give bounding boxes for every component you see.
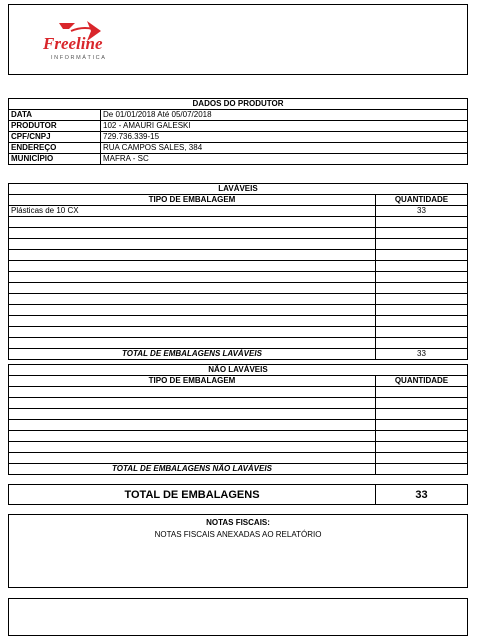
field-label: MUNICÍPIO <box>9 154 101 165</box>
table-row <box>9 239 468 250</box>
tipo-cell <box>9 387 376 398</box>
tipo-cell <box>9 316 376 327</box>
produtor-row <box>9 110 468 121</box>
total-label: TOTAL DE EMBALAGENS NÃO LAVÁVEIS <box>9 464 376 475</box>
field-label: PRODUTOR <box>9 121 101 132</box>
table-row <box>9 431 468 442</box>
col-tipo-header: TIPO DE EMBALAGEM <box>9 195 376 206</box>
nao-lavaveis-section <box>8 364 468 475</box>
table-row <box>9 228 468 239</box>
field-value: RUA CAMPOS SALES, 384 <box>101 143 468 154</box>
table-row <box>9 294 468 305</box>
field-label: ENDEREÇO <box>9 143 101 154</box>
produtor-table <box>8 98 468 165</box>
footer-box <box>8 598 468 636</box>
lavaveis-title: LAVÁVEIS <box>9 184 468 195</box>
tipo-cell <box>9 228 376 239</box>
tipo-cell <box>9 453 376 464</box>
header-box <box>8 4 468 75</box>
tipo-cell <box>9 272 376 283</box>
col-qtd-header: QUANTIDADE <box>375 195 467 206</box>
produtor-title: DADOS DO PRODUTOR <box>9 99 468 110</box>
field-value: De 01/01/2018 Até 05/07/2018 <box>101 110 468 121</box>
qtd-cell <box>375 250 467 261</box>
qtd-cell <box>375 283 467 294</box>
table-row <box>9 327 468 338</box>
table-row <box>9 305 468 316</box>
qtd-cell <box>375 327 467 338</box>
qtd-cell <box>375 228 467 239</box>
tipo-cell <box>9 250 376 261</box>
tipo-cell <box>9 305 376 316</box>
table-row <box>9 217 468 228</box>
produtor-section <box>8 98 468 165</box>
table-row <box>9 283 468 294</box>
tipo-cell <box>9 239 376 250</box>
table-row <box>9 206 468 217</box>
total-label: TOTAL DE EMBALAGENS LAVÁVEIS <box>9 349 376 360</box>
qtd-cell <box>375 338 467 349</box>
qtd-cell <box>375 261 467 272</box>
total-value <box>375 464 467 475</box>
qtd-cell <box>375 272 467 283</box>
field-value: MAFRA - SC <box>101 154 468 165</box>
qtd-cell <box>375 453 467 464</box>
qtd-cell <box>375 387 467 398</box>
qtd-cell <box>375 442 467 453</box>
grand-total-label: TOTAL DE EMBALAGENS <box>9 485 376 505</box>
produtor-row <box>9 132 468 143</box>
nao-lavaveis-table <box>8 364 468 475</box>
tipo-cell <box>9 338 376 349</box>
lavaveis-table <box>8 183 468 360</box>
notas-box <box>8 514 468 588</box>
table-row <box>9 442 468 453</box>
qtd-cell <box>375 294 467 305</box>
produtor-row <box>9 121 468 132</box>
qtd-cell <box>375 305 467 316</box>
lavaveis-total-row <box>9 349 468 360</box>
field-label: CPF/CNPJ <box>9 132 101 143</box>
table-row <box>9 398 468 409</box>
table-row <box>9 316 468 327</box>
notas-text: NOTAS FISCAIS ANEXADAS AO RELATÓRIO <box>154 530 322 539</box>
total-value: 33 <box>375 349 467 360</box>
table-row <box>9 261 468 272</box>
table-row <box>9 272 468 283</box>
table-row <box>9 250 468 261</box>
grand-total-section <box>8 484 468 505</box>
tipo-cell <box>9 431 376 442</box>
qtd-cell <box>375 239 467 250</box>
field-label: DATA <box>9 110 101 121</box>
qtd-cell <box>375 316 467 327</box>
tipo-cell <box>9 398 376 409</box>
tipo-cell <box>9 261 376 272</box>
qtd-cell <box>375 431 467 442</box>
freeline-logo <box>41 19 151 61</box>
tipo-cell <box>9 294 376 305</box>
tipo-cell <box>9 283 376 294</box>
table-row <box>9 338 468 349</box>
grand-total-table <box>8 484 468 505</box>
svg-text:Freeline: Freeline <box>43 34 103 53</box>
qtd-cell <box>375 409 467 420</box>
qtd-cell <box>375 398 467 409</box>
tipo-cell <box>9 327 376 338</box>
tipo-cell <box>9 217 376 228</box>
table-row <box>9 387 468 398</box>
field-value: 729.736.339-15 <box>101 132 468 143</box>
notas-title: NOTAS FISCAIS: <box>206 518 270 527</box>
table-row <box>9 420 468 431</box>
grand-total-value: 33 <box>376 485 468 505</box>
qtd-cell <box>375 217 467 228</box>
tipo-cell: Plásticas de 10 CX <box>9 206 376 217</box>
nao-lavaveis-title: NÃO LAVÁVEIS <box>9 365 468 376</box>
nao-lavaveis-total-row <box>9 464 468 475</box>
svg-text:INFORMÁTICA: INFORMÁTICA <box>51 55 107 61</box>
field-value: 102 - AMAURI GALESKI <box>101 121 468 132</box>
tipo-cell <box>9 442 376 453</box>
qtd-cell: 33 <box>375 206 467 217</box>
tipo-cell <box>9 420 376 431</box>
lavaveis-section <box>8 183 468 360</box>
produtor-row <box>9 154 468 165</box>
table-row <box>9 453 468 464</box>
table-row <box>9 409 468 420</box>
produtor-row <box>9 143 468 154</box>
col-tipo-header: TIPO DE EMBALAGEM <box>9 376 376 387</box>
col-qtd-header: QUANTIDADE <box>375 376 467 387</box>
qtd-cell <box>375 420 467 431</box>
tipo-cell <box>9 409 376 420</box>
